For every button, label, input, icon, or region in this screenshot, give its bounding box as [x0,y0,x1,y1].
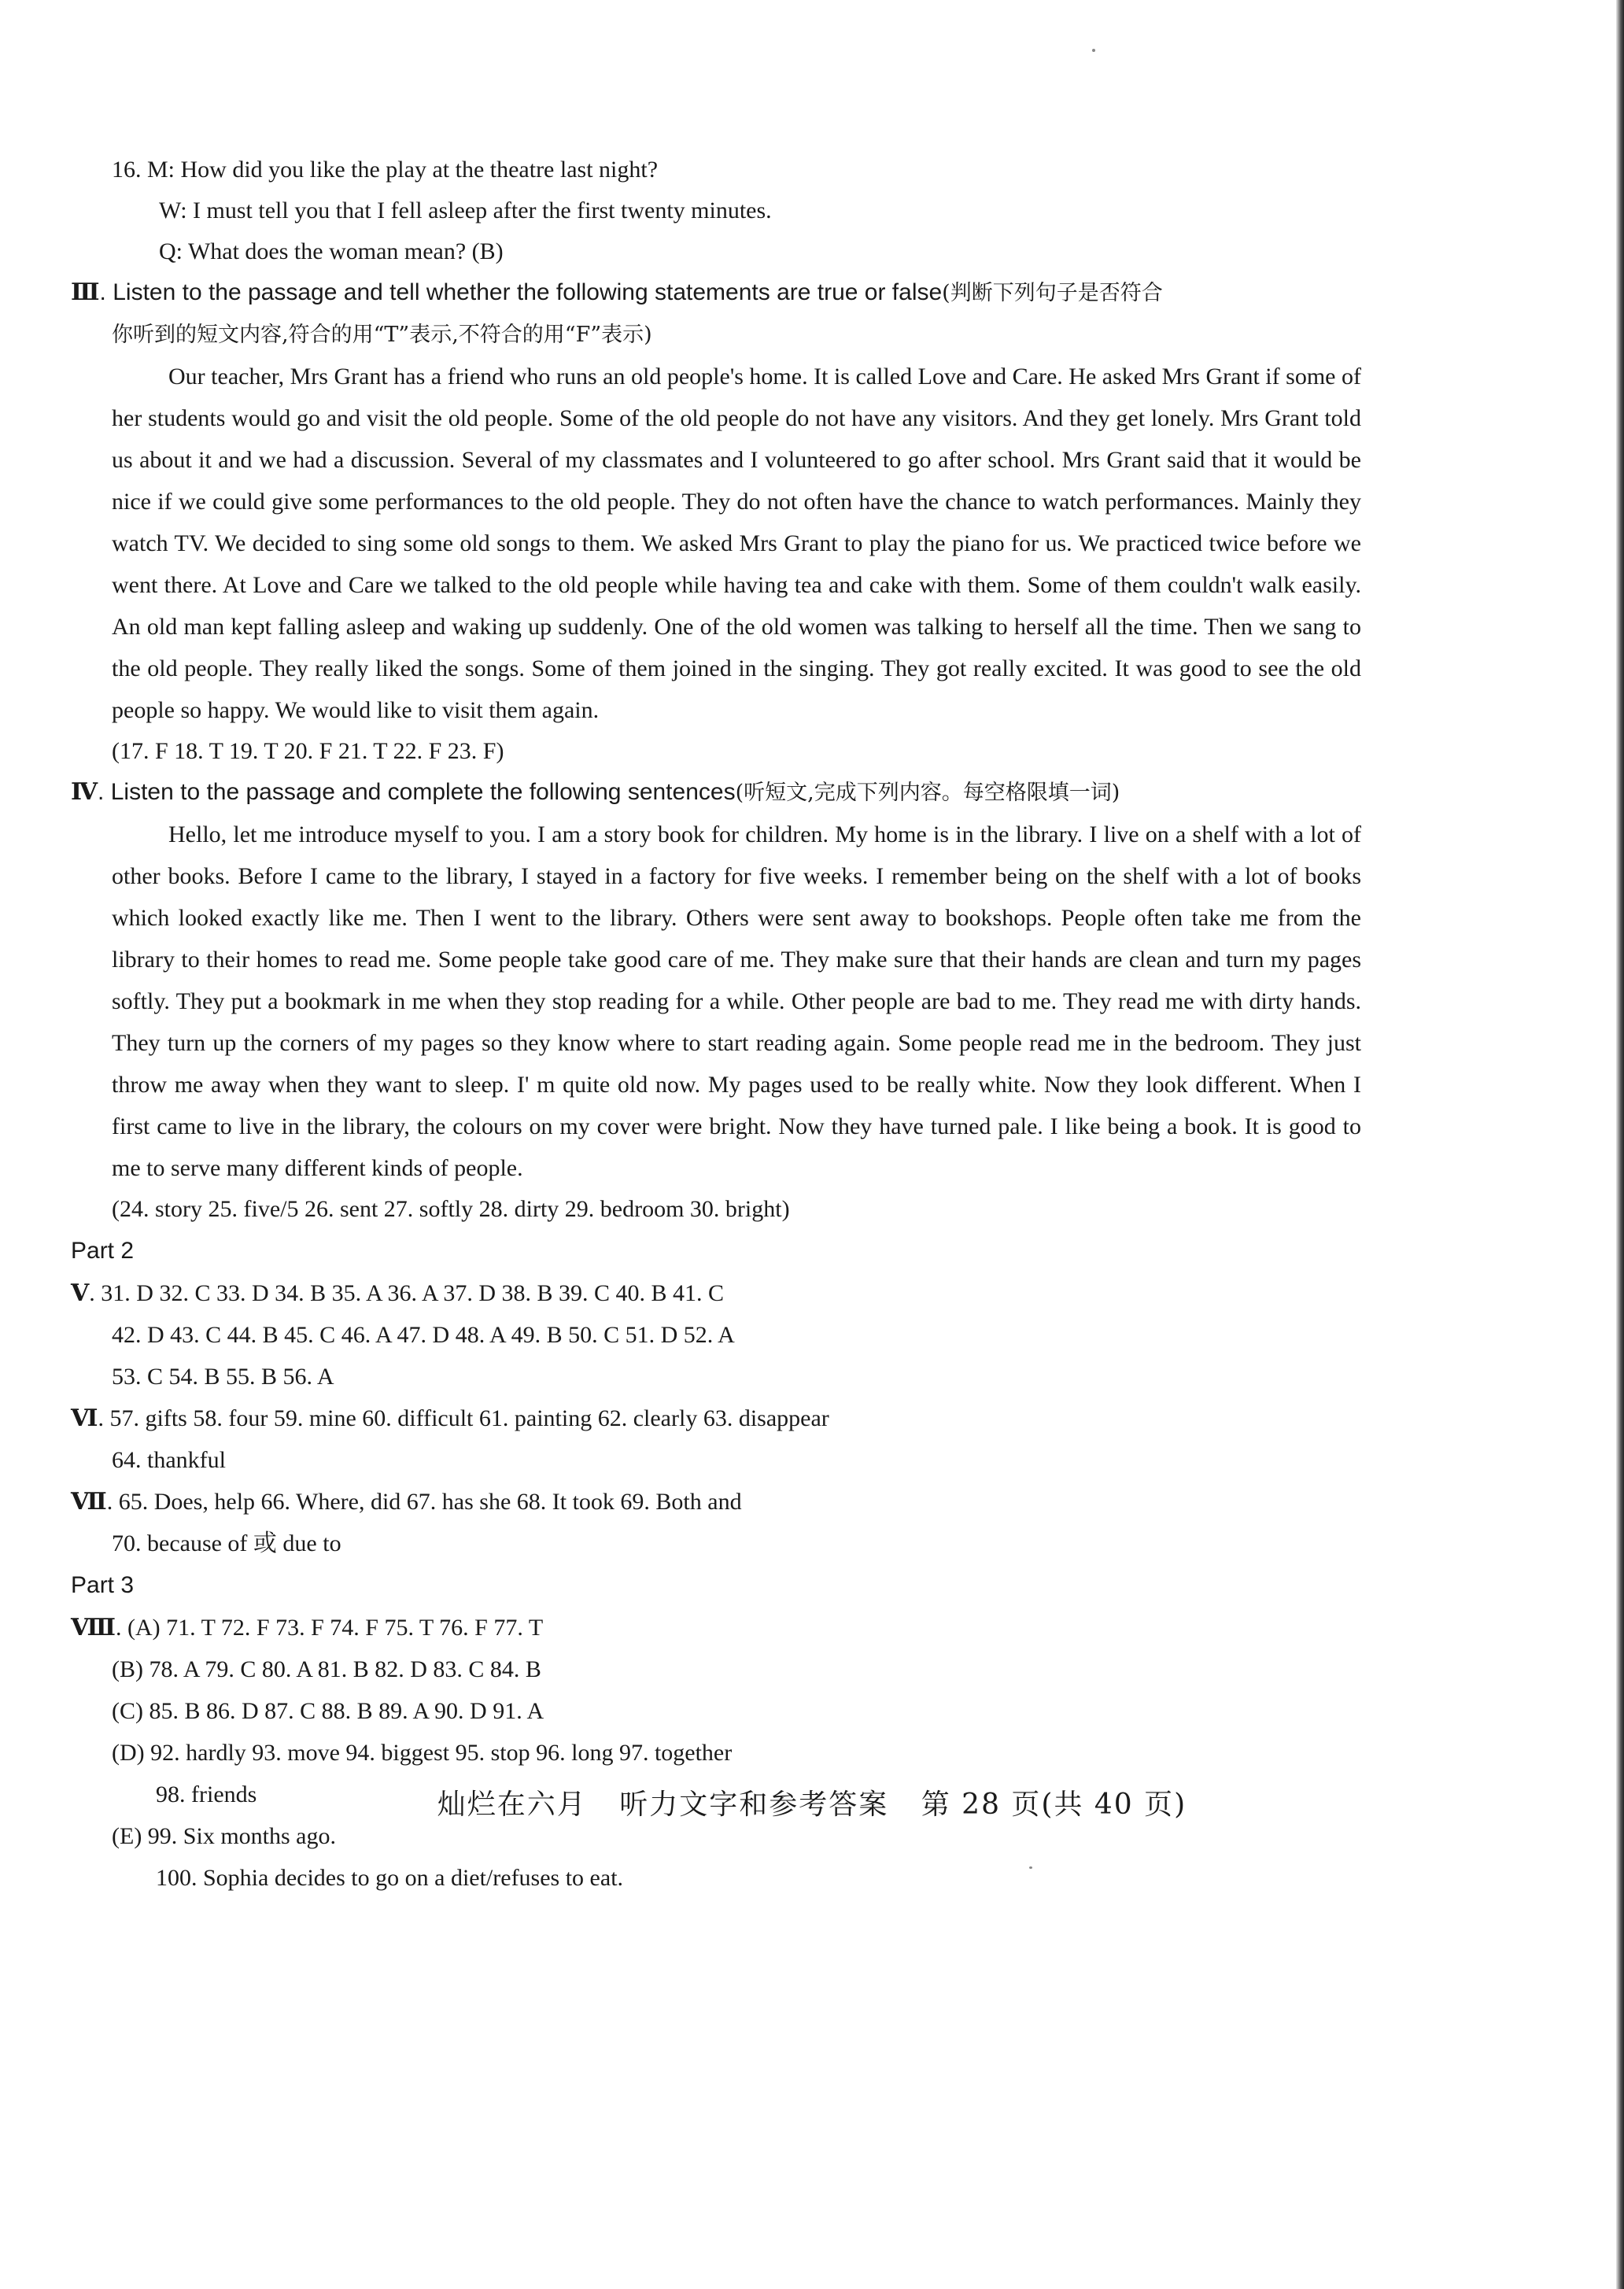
footer-subject: 听力文字和参考答案 [619,1789,889,1821]
section-3-heading-cn-2: 你听到的短文内容,符合的用“T”表示,不符合的用“F”表示) [112,323,652,347]
section-8-line-d2: 98. friends [156,1781,257,1807]
section-5-line-3: 53. C 54. B 55. B 56. A [112,1364,334,1390]
section-3-heading-cn-1: (判断下列句子是否符合 [942,281,1163,305]
dialogue-question-line: Q: What does the woman mean? (B) [159,238,504,264]
section-4-answers: (24. story 25. five/5 26. sent 27. softly 28. dirty 29. bedroom 30. bright) [112,1196,790,1222]
section-8-line-a [71,1607,1361,1648]
section-6-answers-1: . 57. gifts 58. four 59. mine 60. difficult 61. painting 62. clearly 63. disappear [98,1405,829,1431]
section-5-line-2: 42. D 43. C 44. B 45. C 46. A 47. D 48. A 49. B 50. C 51. D 52. A [112,1322,735,1348]
footer-page-number: 第 28 页(共 40 页) [921,1789,1187,1821]
section-5-answers-1: . 31. D 32. C 33. D 34. B 35. A 36. A 37. D 38. B 39. C 40. B 41. C [89,1280,725,1306]
part-3-title: Part 3 [71,1572,135,1598]
dialogue-man-line: 16. M: How did you like the play at the theatre last night? [112,157,659,183]
section-8-answers-a: . (A) 71. T 72. F 73. F 74. F 75. T 76. F 77. T [116,1615,544,1641]
page-footer [0,1782,1624,1822]
section-4-passage [71,814,1361,1189]
section-3-heading-cont [71,314,1361,356]
dialogue-woman-line: W: I must tell you that I fell asleep after the first twenty minutes. [159,198,772,223]
section-5-line-1 [71,1272,1361,1314]
section-8-line-e2: 100. Sophia decides to go on a diet/refuses to eat. [156,1865,624,1891]
part-2-title: Part 2 [71,1238,135,1264]
section-7-answers-1: . 65. Does, help 66. Where, did 67. has she 68. It took 69. Both and [106,1489,742,1515]
section-4-number: Ⅳ [71,779,98,805]
section-8-line-e1: (E) 99. Six months ago. [112,1823,336,1849]
section-3-passage-text: Our teacher, Mrs Grant has a friend who runs an old people's home. It is called Love and Care. He asked Mrs Grant if some of her students would go and visit the old people. Some of the old people do not have any visitors. And they get lonely. Mrs Grant told us about it and we had a discussion. Several of my classmates and I volunteered to go after school. Mrs Grant said that it would be nice if we could give some performances to the old people. They do not often have the chance to watch performances. Mainly they watch TV. We decided to sing some old songs to them. We asked Mrs Grant to play the piano for us. We practiced twice before we went there. At Love and Care we talked to the old people while having tea and cake with them. Some of them couldn't walk easily. An old man kept falling asleep and waking up suddenly. One of the old women was talking to herself all the time. Then we sang to the old people. They really liked the songs. Some of them joined in the singing. They got really excited. It was good to see the old people so happy. We would like to visit them again. [112,364,1361,723]
section-3-passage [71,356,1361,731]
section-7-line-1 [71,1481,1361,1523]
section-4-heading-en: . Listen to the passage and complete the following sentences [98,779,736,805]
section-3-number: Ⅲ [71,279,100,305]
section-8-line-d1: (D) 92. hardly 93. move 94. biggest 95. stop 96. long 97. together [112,1740,733,1766]
page-content [71,150,1361,1899]
scan-edge-shadow [1616,0,1624,2289]
section-7-line-2: 70. because of 或 due to [112,1530,341,1556]
section-4-heading-cn: (听短文,完成下列内容。每空格限填一词) [735,781,1120,805]
section-3-answers: (17. F 18. T 19. T 20. F 21. T 22. F 23. F) [112,738,504,764]
section-8-line-c: (C) 85. B 86. D 87. C 88. B 89. A 90. D 91. A [112,1698,544,1724]
section-4-heading [71,772,1361,814]
footer-book-title: 灿烂在六月 [437,1789,587,1821]
section-3-heading [71,272,1361,314]
section-6-number: Ⅵ [71,1405,98,1431]
scan-speck [1029,1866,1032,1869]
section-8-number: Ⅷ [71,1615,116,1641]
section-6-line-2: 64. thankful [112,1447,226,1473]
section-7-number: Ⅶ [71,1489,107,1515]
section-4-passage-text: Hello, let me introduce myself to you. I am a story book for children. My home is in the library. I live on a shelf with a lot of other books. Before I came to the library, I stayed in a factory for five weeks. I remember being on the shelf with a lot of books which looked exactly like me. Then I went to the library. Others were sent away to bookshops. People often take me from the library to their homes to read me. Some people take good care of me. They make sure that their hands are clean and turn my pages softly. They put a bookmark in me when they stop reading for a while. Other people are bad to me. They read me with dirty hands. They turn up the corners of my pages so they know where to start reading again. Some people read me in the bedroom. They just throw me away when they want to sleep. I' m quite old now. My pages used to be really white. Now they look different. When I first came to live in the library, the colours on my cover were bright. Now they have turned pale. I like being a book. It is good to me to serve many different kinds of people. [112,821,1361,1181]
scan-speck [1092,49,1095,52]
section-5-number: Ⅴ [71,1280,90,1306]
section-3-heading-en: . Listen to the passage and tell whether the following statements are true or false [99,279,943,305]
section-8-line-b: (B) 78. A 79. C 80. A 81. B 82. D 83. C 84. B [112,1656,541,1682]
section-6-line-1 [71,1397,1361,1439]
